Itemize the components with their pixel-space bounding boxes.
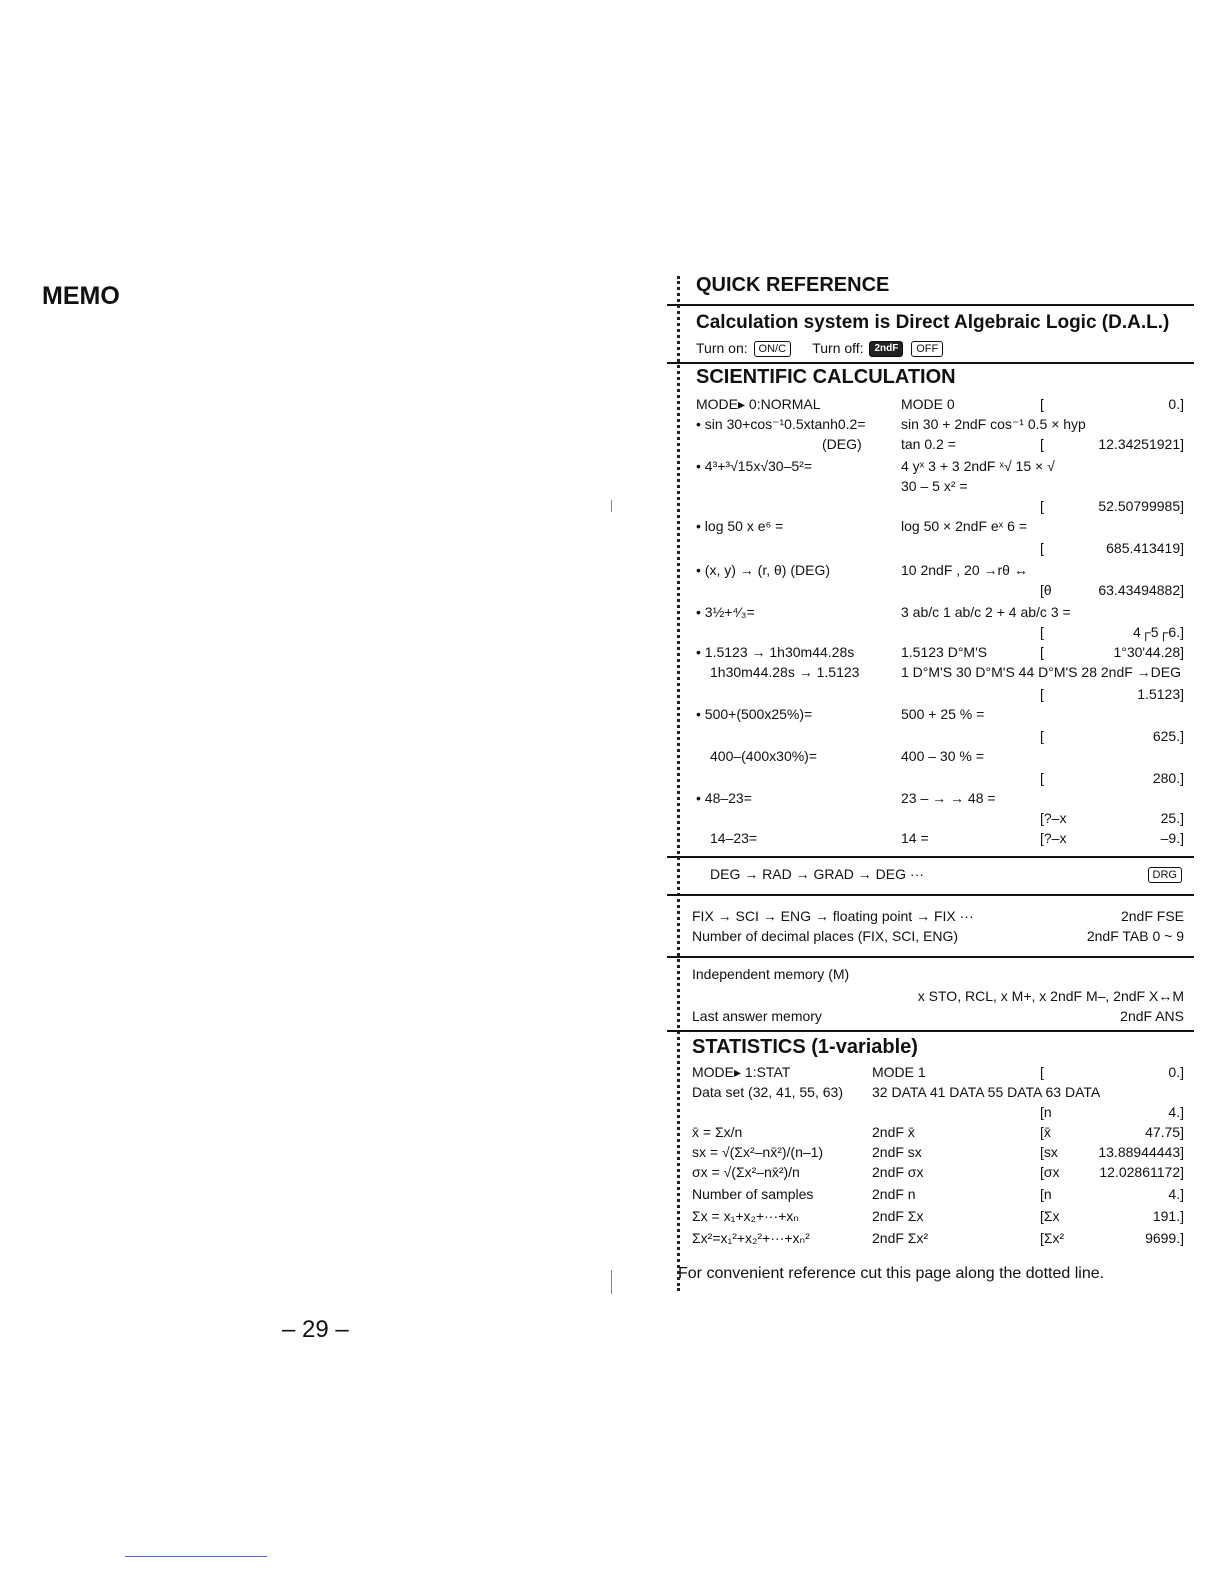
sci-expr-power: • 4³+³√15x√30–5²= <box>696 458 812 474</box>
stat-expr-sum: Σx = x₁+x₂+···+xₙ <box>692 1208 799 1224</box>
sci-keys-trig: sin 30 + 2ndF cos⁻¹ 0.5 × hyp <box>901 416 1086 432</box>
tab-keys: 2ndF TAB 0 ~ 9 <box>1086 928 1184 944</box>
sci-keys-percent-sub: 400 – 30 % = <box>901 748 984 764</box>
stat-keys-sum: 2ndF Σx <box>872 1208 924 1224</box>
stat-expr-mean: x̄ = Σx/n <box>692 1124 743 1140</box>
sci-keys-tan: tan 0.2 = <box>901 436 956 452</box>
divider <box>667 1030 1194 1032</box>
stat-keys-sigma: 2ndF σx <box>872 1164 924 1180</box>
sci-expr-trig: • sin 30+cos⁻¹0.5xtanh0.2= <box>696 416 866 432</box>
turn-on-label: Turn on: <box>696 340 748 356</box>
stat-expr-mode: MODE▸ 1:STAT <box>692 1064 791 1080</box>
sci-result-constant: [?–x 25.] <box>1040 810 1184 826</box>
cut-instruction: For convenient reference cut this page along the dotted line. <box>678 1265 1105 1282</box>
sci-result-power: [ 52.50799985] <box>1040 498 1184 514</box>
sci-expr-constant: • 48–23= <box>696 790 752 806</box>
sci-expr-percent-add: • 500+(500x25%)= <box>696 706 813 722</box>
quick-reference-title: QUICK REFERENCE <box>696 274 890 296</box>
stat-result-sum: [Σx 191.] <box>1040 1208 1184 1224</box>
sci-expr-log: • log 50 x e⁶ = <box>696 518 784 534</box>
stat-keys-mode: MODE 1 <box>872 1064 926 1080</box>
stat-expr-sx: sx = √(Σx²–nx̄²)/(n–1) <box>692 1144 824 1160</box>
scientific-title: SCIENTIFIC CALCULATION <box>696 366 956 388</box>
divider <box>667 362 1194 364</box>
sci-keys-fraction: 3 ab/c 1 ab/c 2 + 4 ab/c 3 = <box>901 604 1071 620</box>
memo-heading: MEMO <box>42 282 120 310</box>
sci-keys-constant: 23 – → → 48 = <box>901 790 996 806</box>
stat-keys-samples: 2ndF n <box>872 1186 916 1202</box>
sci-result-polar: [θ 63.43494882] <box>1040 582 1184 598</box>
sci-result-dms-rev: [ 1.5123] <box>1040 686 1184 702</box>
sci-keys-polar: 10 2ndF , 20 →rθ ↔ <box>901 562 1028 578</box>
sci-result-log: [ 685.413419] <box>1040 540 1184 556</box>
stat-keys-sum-sq: 2ndF Σx² <box>872 1230 929 1246</box>
power-line <box>696 340 945 357</box>
off-key: OFF <box>911 341 943 357</box>
sci-result-percent-add: [ 625.] <box>1040 728 1184 744</box>
ans-keys: 2ndF ANS <box>1120 1008 1184 1024</box>
independent-memory-text: Independent memory (M) <box>692 966 850 982</box>
cut-line <box>677 276 680 1291</box>
angle-cycle-text: DEG → RAD → GRAD → DEG ··· <box>710 866 924 882</box>
sci-expr-dms: • 1.5123 → 1h30m44.28s <box>696 644 855 660</box>
sci-expr-mode: MODE▸ 0:NORMAL <box>696 396 821 412</box>
sci-expr-polar: • (x, y) → (r, θ) (DEG) <box>696 562 831 578</box>
sci-result-dms: [ 1°30'44.28] <box>1040 644 1184 660</box>
sci-keys-log: log 50 × 2ndF eˣ 6 = <box>901 518 1028 534</box>
sci-keys-power-2: 30 – 5 x² = <box>901 478 968 494</box>
last-answer-text: Last answer memory <box>692 1008 822 1024</box>
sci-keys-power: 4 yˣ 3 + 3 2ndF ˣ√ 15 × √ <box>901 458 1055 474</box>
sci-result-mode: [ 0.] <box>1040 396 1184 412</box>
dal-title: Calculation system is Direct Algebraic Logic (D.A.L.) <box>696 312 1170 333</box>
sci-keys-dms: 1.5123 D°M'S <box>901 644 988 660</box>
fse-keys: 2ndF FSE <box>1120 908 1184 924</box>
sci-result-fraction: [ 4┌5┌6.] <box>1040 624 1184 640</box>
divider <box>667 304 1194 306</box>
decimal-places-text: Number of decimal places (FIX, SCI, ENG) <box>692 928 959 944</box>
stat-expr-samples: Number of samples <box>692 1186 814 1202</box>
sci-keys-constant-2: 14 = <box>901 830 929 846</box>
footer-rule <box>125 1556 267 1557</box>
sci-expr-constant-2: 14–23= <box>710 830 758 846</box>
stat-result-sigma: [σx 12.02861172] <box>1040 1164 1184 1180</box>
statistics-title: STATISTICS (1-variable) <box>692 1036 918 1058</box>
divider <box>667 894 1194 896</box>
stat-keys-mean: 2ndF x̄ <box>872 1124 915 1140</box>
sci-keys-dms-rev: 1 D°M'S 30 D°M'S 44 D°M'S 28 2ndF →DEG <box>901 664 1182 680</box>
sci-keys-percent-add: 500 + 25 % = <box>901 706 985 722</box>
drg-key: DRG <box>1146 866 1184 883</box>
stat-result-mode: [ 0.] <box>1040 1064 1184 1080</box>
stat-expr-dataset: Data set (32, 41, 55, 63) <box>692 1084 843 1100</box>
sci-result-percent-sub: [ 280.] <box>1040 770 1184 786</box>
sci-expr-percent-sub: 400–(400x30%)= <box>710 748 818 764</box>
stat-expr-sigma: σx = √(Σx²–nx̄²)/n <box>692 1164 800 1180</box>
fix-cycle-text: FIX → SCI → ENG → floating point → FIX ··· <box>692 908 974 924</box>
stat-keys-dataset: 32 DATA 41 DATA 55 DATA 63 DATA <box>872 1084 1101 1100</box>
turn-off-label: Turn off: <box>812 340 864 356</box>
stat-result-sx: [sx 13.88944443] <box>1040 1144 1184 1160</box>
memory-keys: x STO, RCL, x M+, x 2ndF M–, 2ndF X↔M <box>917 988 1184 1004</box>
stat-expr-sum-sq: Σx²=x₁²+x₂²+···+xₙ² <box>692 1230 810 1246</box>
stat-result-sum-sq: [Σx² 9699.] <box>1040 1230 1184 1246</box>
sci-expr-dms-rev: 1h30m44.28s → 1.5123 <box>710 664 860 680</box>
page-number: – 29 – <box>282 1316 349 1343</box>
sci-expr-deg: (DEG) <box>822 436 862 452</box>
sci-keys-mode: MODE 0 <box>901 396 955 412</box>
margin-mark <box>611 1270 612 1294</box>
stat-result-mean: [x̄ 47.75] <box>1040 1124 1184 1140</box>
margin-mark <box>611 500 612 512</box>
sci-result-trig: [ 12.34251921] <box>1040 436 1184 452</box>
sci-expr-fraction: • 3½+⁴⁄₃= <box>696 604 755 620</box>
on-key: ON/C <box>754 341 792 357</box>
stat-result-n: [n 4.] <box>1040 1104 1184 1120</box>
second-function-key: 2ndF <box>869 341 903 357</box>
stat-result-samples: [n 4.] <box>1040 1186 1184 1202</box>
sci-result-constant-2: [?–x –9.] <box>1040 830 1184 846</box>
divider <box>667 856 1194 858</box>
stat-keys-sx: 2ndF sx <box>872 1144 922 1160</box>
divider <box>667 956 1194 958</box>
